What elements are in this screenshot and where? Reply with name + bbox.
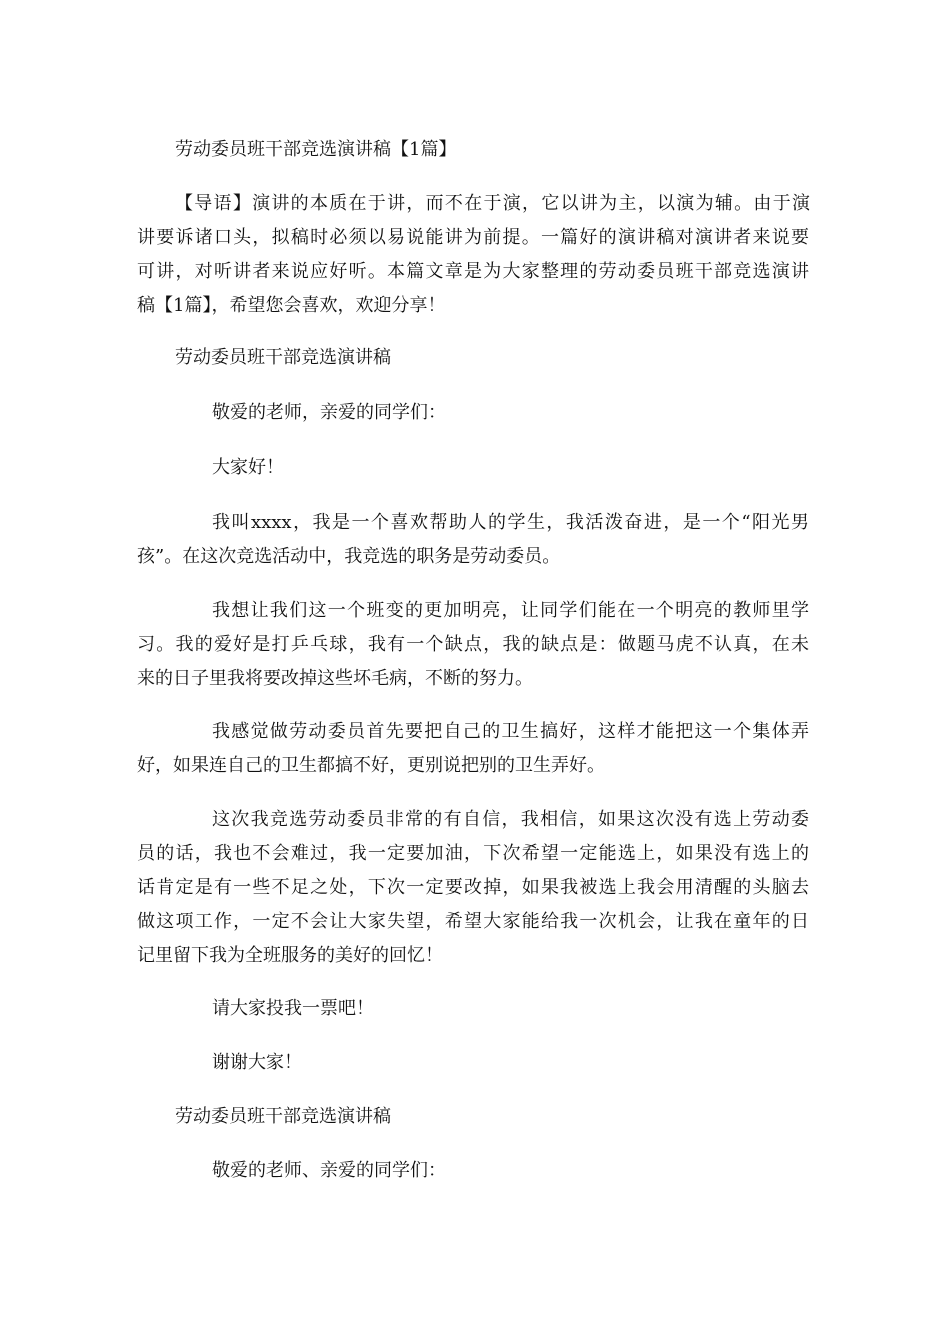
para4-line-1: 这次我竞选劳动委员非常的有自信，我相信，如果这次没有选上劳动委 [212,809,809,830]
para2-line-2: 习。我的爱好是打乒乓球，我有一个缺点，我的缺点是：做题马虎不认真，在未 [137,634,809,655]
para1-line-1: 我叫xxxx，我是一个喜欢帮助人的学生，我活泼奋进，是一个“阳光男 [212,512,809,533]
thanks-line: 谢谢大家！ [212,1052,302,1073]
para3-line-1: 我感觉做劳动委员首先要把自己的卫生搞好，这样才能把这一个集体弄 [212,721,809,742]
intro-line-2: 讲要诉诸口头，拟稿时必须以易说能讲为前提。一篇好的演讲稿对演讲者来说要 [137,227,809,248]
para4-line-2: 员的话，我也不会难过，我一定要加油，下次希望一定能选上，如果没有选上的 [137,843,809,864]
para4-line-3: 话肯定是有一些不足之处，下次一定要改掉，如果我被选上我会用清醒的头脑去 [137,877,809,898]
section2-heading: 劳动委员班干部竞选演讲稿 [175,1106,391,1127]
vote-request: 请大家投我一票吧！ [212,998,374,1019]
document-title: 劳动委员班干部竞选演讲稿【1篇】 [175,139,457,160]
section1-heading: 劳动委员班干部竞选演讲稿 [175,347,391,368]
section1-greeting: 大家好！ [212,457,284,478]
para3-line-2: 好，如果连自己的卫生都搞不好，更别说把别的卫生弄好。 [137,755,605,776]
section1-salutation: 敬爱的老师，亲爱的同学们： [212,402,446,423]
para1-line-2: 孩”。在这次竞选活动中，我竞选的职务是劳动委员。 [137,546,561,567]
intro-line-4: 稿【1篇】，希望您会喜欢，欢迎分享！ [137,295,446,316]
intro-line-1: 【导语】演讲的本质在于讲，而不在于演，它以讲为主，以演为辅。由于演 [175,193,810,214]
para2-line-3: 来的日子里我将要改掉这些坏毛病，不断的努力。 [137,668,533,689]
section2-salutation: 敬爱的老师、亲爱的同学们： [212,1160,446,1181]
para4-line-5: 记里留下我为全班服务的美好的回忆！ [137,945,443,966]
para4-line-4: 做这项工作，一定不会让大家失望，希望大家能给我一次机会，让我在童年的日 [137,911,809,932]
para2-line-1: 我想让我们这一个班变的更加明亮，让同学们能在一个明亮的教师里学 [212,600,809,621]
intro-line-3: 可讲，对听讲者来说应好听。本篇文章是为大家整理的劳动委员班干部竞选演讲 [137,261,809,282]
